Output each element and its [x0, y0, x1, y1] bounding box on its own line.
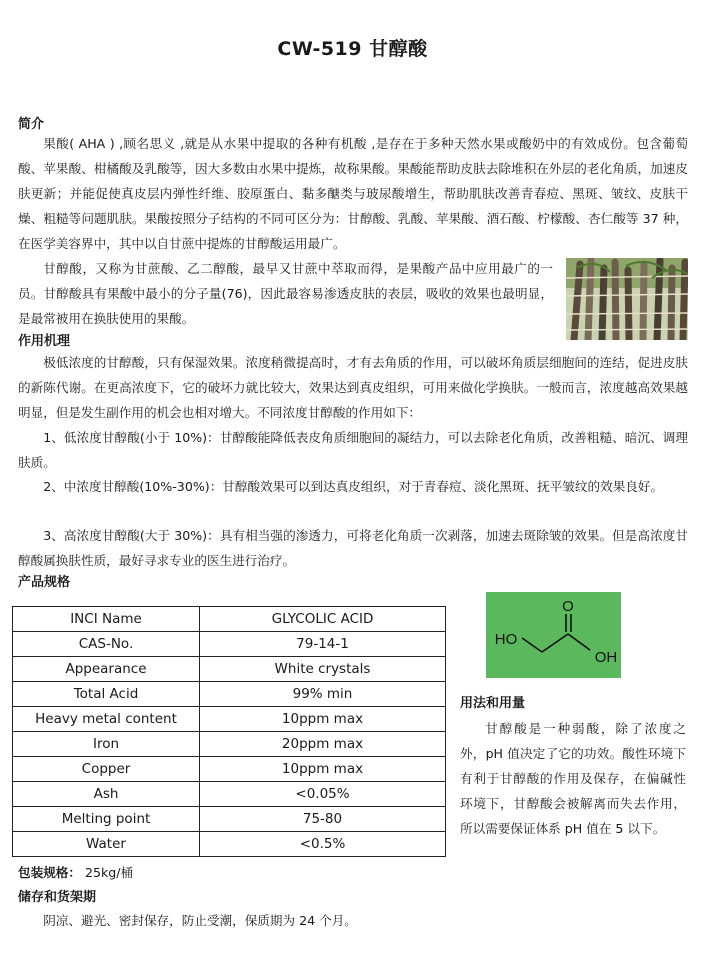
table-row: [13, 757, 446, 782]
spec-value: 79-14-1: [200, 632, 446, 657]
spec-name: Ash: [13, 782, 200, 807]
packaging-line: [18, 860, 438, 885]
hydroxyl-right-label: OH: [594, 649, 618, 666]
table-row: [13, 807, 446, 832]
mechanism-item-1: 1、低浓度甘醇酸(小于 10%)：甘醇酸能降低表皮角质细胞间的凝结力，可以去除老化角质，改善粗糙、暗沉、调理肤质。: [18, 430, 688, 470]
spec-name: CAS-No.: [13, 632, 200, 657]
spec-name: Iron: [13, 732, 200, 757]
table-row: [13, 782, 446, 807]
spec-value: 99% min: [200, 682, 446, 707]
hydroxyl-left-label: HO: [494, 631, 518, 648]
specs-heading: 产品规格: [18, 575, 71, 590]
spec-name: Appearance: [13, 657, 200, 682]
mechanism-item-3: 3、高浓度甘醇酸(大于 30%)：具有相当强的渗透力，可将老化角质一次剥落，加速去斑除皱的效果。但是高浓度甘醇酸属换肤性质，最好寻求专业的医生进行治疗。: [18, 528, 688, 568]
usage-heading: 用法和用量: [460, 696, 526, 711]
spec-name: Heavy metal content: [13, 707, 200, 732]
table-row: [13, 632, 446, 657]
table-row: [13, 732, 446, 757]
glycolic-acid-structure: [486, 592, 621, 678]
oxygen-label: O: [562, 598, 574, 615]
sugarcane-photo: [566, 258, 688, 340]
spec-name: Water: [13, 832, 200, 857]
table-row: [13, 657, 446, 682]
spec-name: Melting point: [13, 807, 200, 832]
spec-value: 75-80: [200, 807, 446, 832]
spec-value: <0.5%: [200, 832, 446, 857]
spec-name: Copper: [13, 757, 200, 782]
spec-name: INCI Name: [13, 607, 200, 632]
spec-name: Total Acid: [13, 682, 200, 707]
mechanism-item-2: 2、中浓度甘醇酸(10%-30%)：甘醇酸效果可以到达真皮组织，对于青春痘、淡化黑斑、抚平皱纹的效果良好。: [43, 479, 664, 494]
usage-text: 甘醇酸是一种弱酸，除了浓度之外，pH 值决定了它的功效。酸性环境下有利于甘醇酸的作用及保存，在偏碱性环境下，甘醇酸会被解离而失去作用，所以需要保证体系 pH 值在 5 以下。: [460, 721, 686, 836]
spec-table: [12, 606, 446, 857]
storage-text: 阴凉、避光、密封保存，防止受潮，保质期为 24 个月。: [43, 913, 357, 928]
spec-value: 10ppm max: [200, 757, 446, 782]
table-row: [13, 607, 446, 632]
packaging-label: 包装规格：: [18, 865, 81, 880]
page-title: CW-519 甘醇酸: [277, 38, 428, 60]
mechanism-heading: 作用机理: [18, 334, 71, 349]
spec-value: White crystals: [200, 657, 446, 682]
spec-value: <0.05%: [200, 782, 446, 807]
table-row: [13, 707, 446, 732]
intro-heading: 简介: [18, 117, 45, 132]
spec-value: GLYCOLIC ACID: [200, 607, 446, 632]
table-row: [13, 832, 446, 857]
storage-heading: 储存和货架期: [18, 890, 97, 905]
spec-value: 10ppm max: [200, 707, 446, 732]
mechanism-paragraph: 极低浓度的甘醇酸，只有保湿效果。浓度稍微提高时，才有去角质的作用，可以破坏角质层细胞间的连结，促进皮肤的新陈代谢。在更高浓度下，它的破坏力就比较大，效果达到真皮组织，可用来做化学换肤。一般而言，浓度越高效果越明显，但是发生副作用的机会也相对增大。不同浓度甘醇酸的作用如下：: [18, 355, 688, 420]
intro-paragraph-2: 甘醇酸，又称为甘蔗酸、乙二醇酸，最早又甘蔗中萃取而得，是果酸产品中应用最广的一员。甘醇酸具有果酸中最小的分子量(76)，因此最容易渗透皮肤的表层，吸收的效果也最明显，是最常被用在换肤使用的果酸。: [18, 261, 553, 326]
table-row: [13, 682, 446, 707]
intro-paragraph-1: 果酸( AHA ) ,顾名思义 ,就是从水果中提取的各种有机酸 ,是存在于多种天然水果或酸奶中的有效成份。包含葡萄酸、苹果酸、柑橘酸及乳酸等，因大多数由水果中提炼，故称果酸。果酸能帮助皮肤去除堆积在外层的老化角质，加速皮肤更新；并能促使真皮层内弹性纤维、胶原蛋白、黏多醣类与玻尿酸增生，帮助肌肤改善青春痘、黑斑、皱纹、皮肤干燥、粗糙等问题肌肤。果酸按照分子结构的不同可区分为：甘醇酸、乳酸、苹果酸、酒石酸、柠檬酸、杏仁酸等 37 种，在医学美容界中，其中以自甘蔗中提炼的甘醇酸运用最广。: [18, 136, 688, 251]
spec-value: 20ppm max: [200, 732, 446, 757]
packaging-value: 25kg/桶: [80, 865, 134, 880]
